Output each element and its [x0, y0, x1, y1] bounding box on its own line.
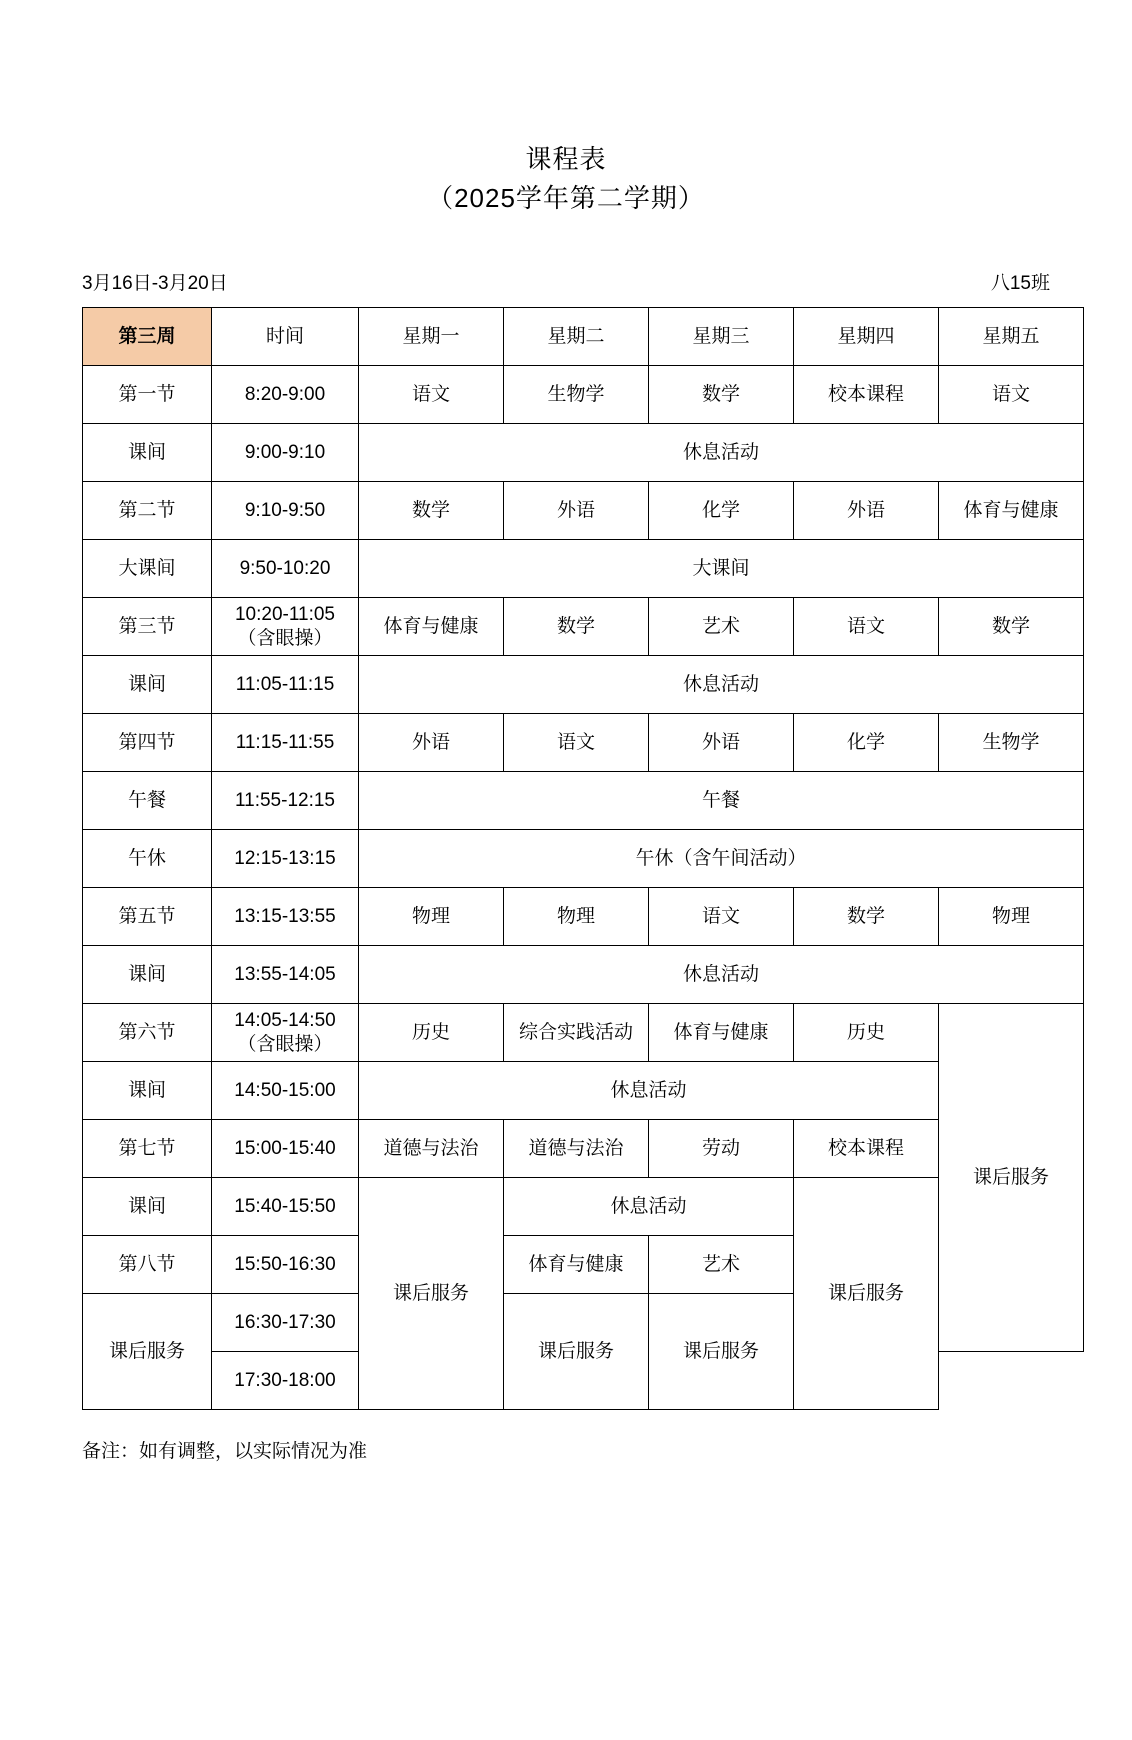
period-label: 课间 [83, 946, 212, 1004]
course-cell: 外语 [794, 482, 939, 540]
period-label: 课间 [83, 424, 212, 482]
period-time: 11:15-11:55 [212, 714, 359, 772]
course-cell: 艺术 [649, 598, 794, 656]
table-row [83, 1178, 1084, 1236]
course-cell: 综合实践活动 [504, 1004, 649, 1062]
week-label: 第三周 [83, 308, 212, 366]
course-cell: 化学 [794, 714, 939, 772]
period-time-line1: 14:05-14:50 [234, 1009, 336, 1031]
time-column-header: 时间 [212, 308, 359, 366]
schedule-table [82, 307, 1084, 1410]
period-label: 第四节 [83, 714, 212, 772]
course-cell: 道德与法治 [359, 1120, 504, 1178]
day-header-tuesday: 星期二 [504, 308, 649, 366]
after-school-cell-wednesday: 课后服务 [649, 1294, 794, 1410]
course-cell: 数学 [649, 366, 794, 424]
course-cell: 语文 [649, 888, 794, 946]
period-time-line2: （含眼操） [237, 1033, 333, 1055]
meta-row [82, 268, 1050, 295]
break-cell: 休息活动 [504, 1178, 794, 1236]
course-cell: 生物学 [939, 714, 1084, 772]
period-label: 第二节 [83, 482, 212, 540]
period-label: 第六节 [83, 1004, 212, 1062]
table-row [83, 540, 1084, 598]
break-cell: 休息活动 [359, 656, 1084, 714]
table-row [83, 1062, 1084, 1120]
period-label: 课间 [83, 1062, 212, 1120]
period-time: 9:00-9:10 [212, 424, 359, 482]
course-cell: 历史 [794, 1004, 939, 1062]
period-time [212, 598, 359, 656]
course-cell: 语文 [794, 598, 939, 656]
course-cell: 化学 [649, 482, 794, 540]
period-label: 课间 [83, 656, 212, 714]
period-time: 15:50-16:30 [212, 1236, 359, 1294]
day-header-monday: 星期一 [359, 308, 504, 366]
period-time: 12:15-13:15 [212, 830, 359, 888]
course-cell: 劳动 [649, 1120, 794, 1178]
course-cell: 物理 [504, 888, 649, 946]
period-label: 课间 [83, 1178, 212, 1236]
period-label: 第五节 [83, 888, 212, 946]
period-time: 8:20-9:00 [212, 366, 359, 424]
class-name: 八15班 [990, 273, 1050, 294]
after-school-cell-thursday: 课后服务 [794, 1178, 939, 1410]
table-row [83, 656, 1084, 714]
table-row [83, 888, 1084, 946]
course-cell: 体育与健康 [359, 598, 504, 656]
break-cell: 午餐 [359, 772, 1084, 830]
footer-note: 备注：如有调整，以实际情况为准 [82, 1441, 368, 1462]
period-label: 午餐 [83, 772, 212, 830]
day-header-thursday: 星期四 [794, 308, 939, 366]
break-cell: 午休（含午间活动） [359, 830, 1084, 888]
day-header-friday: 星期五 [939, 308, 1084, 366]
course-cell: 数学 [794, 888, 939, 946]
period-time: 15:00-15:40 [212, 1120, 359, 1178]
course-cell: 历史 [359, 1004, 504, 1062]
table-row [83, 830, 1084, 888]
period-time: 9:10-9:50 [212, 482, 359, 540]
period-time-line2: （含眼操） [237, 627, 333, 649]
period-time: 11:55-12:15 [212, 772, 359, 830]
document-page [0, 140, 1132, 1740]
course-cell: 语文 [359, 366, 504, 424]
period-label: 第七节 [83, 1120, 212, 1178]
period-time: 15:40-15:50 [212, 1178, 359, 1236]
after-school-cell-monday: 课后服务 [359, 1178, 504, 1410]
course-cell: 外语 [359, 714, 504, 772]
course-cell: 语文 [504, 714, 649, 772]
course-cell: 校本课程 [794, 1120, 939, 1178]
period-label: 第八节 [83, 1236, 212, 1294]
course-cell: 数学 [504, 598, 649, 656]
period-time: 13:55-14:05 [212, 946, 359, 1004]
course-cell: 体育与健康 [649, 1004, 794, 1062]
course-cell: 物理 [939, 888, 1084, 946]
table-row [83, 714, 1084, 772]
table-row [83, 482, 1084, 540]
day-header-wednesday: 星期三 [649, 308, 794, 366]
course-cell: 外语 [504, 482, 649, 540]
course-cell: 数学 [359, 482, 504, 540]
table-row [83, 366, 1084, 424]
period-time: 14:50-15:00 [212, 1062, 359, 1120]
period-label: 第三节 [83, 598, 212, 656]
course-cell: 物理 [359, 888, 504, 946]
period-time [212, 1004, 359, 1062]
course-cell: 道德与法治 [504, 1120, 649, 1178]
period-time: 11:05-11:15 [212, 656, 359, 714]
course-cell: 生物学 [504, 366, 649, 424]
course-cell: 数学 [939, 598, 1084, 656]
course-cell: 语文 [939, 366, 1084, 424]
course-cell: 艺术 [649, 1236, 794, 1294]
page-subtitle: （2025学年第二学期） [427, 183, 705, 213]
break-cell: 休息活动 [359, 1062, 939, 1120]
course-cell: 体育与健康 [939, 482, 1084, 540]
after-school-cell-friday: 课后服务 [939, 1004, 1084, 1352]
period-time: 9:50-10:20 [212, 540, 359, 598]
period-time: 17:30-18:00 [212, 1352, 359, 1410]
period-time-line1: 10:20-11:05 [234, 603, 335, 625]
course-cell: 体育与健康 [504, 1236, 649, 1294]
period-time: 13:15-13:55 [212, 888, 359, 946]
period-label: 午休 [83, 830, 212, 888]
break-cell: 大课间 [359, 540, 1084, 598]
table-row [83, 1004, 1084, 1062]
after-school-cell-tuesday: 课后服务 [504, 1294, 649, 1410]
break-cell: 休息活动 [359, 946, 1084, 1004]
course-cell: 校本课程 [794, 366, 939, 424]
break-cell: 休息活动 [359, 424, 1084, 482]
date-range: 3月16日-3月20日 [82, 273, 228, 294]
course-cell: 外语 [649, 714, 794, 772]
table-row [83, 1120, 1084, 1178]
period-label: 课后服务 [83, 1294, 212, 1410]
table-row [83, 598, 1084, 656]
period-label: 第一节 [83, 366, 212, 424]
period-label: 大课间 [83, 540, 212, 598]
table-header-row [83, 308, 1084, 366]
document-title-block [0, 140, 1132, 218]
table-row [83, 424, 1084, 482]
table-row [83, 946, 1084, 1004]
period-time: 16:30-17:30 [212, 1294, 359, 1352]
page-title: 课程表 [525, 144, 607, 174]
table-row [83, 772, 1084, 830]
